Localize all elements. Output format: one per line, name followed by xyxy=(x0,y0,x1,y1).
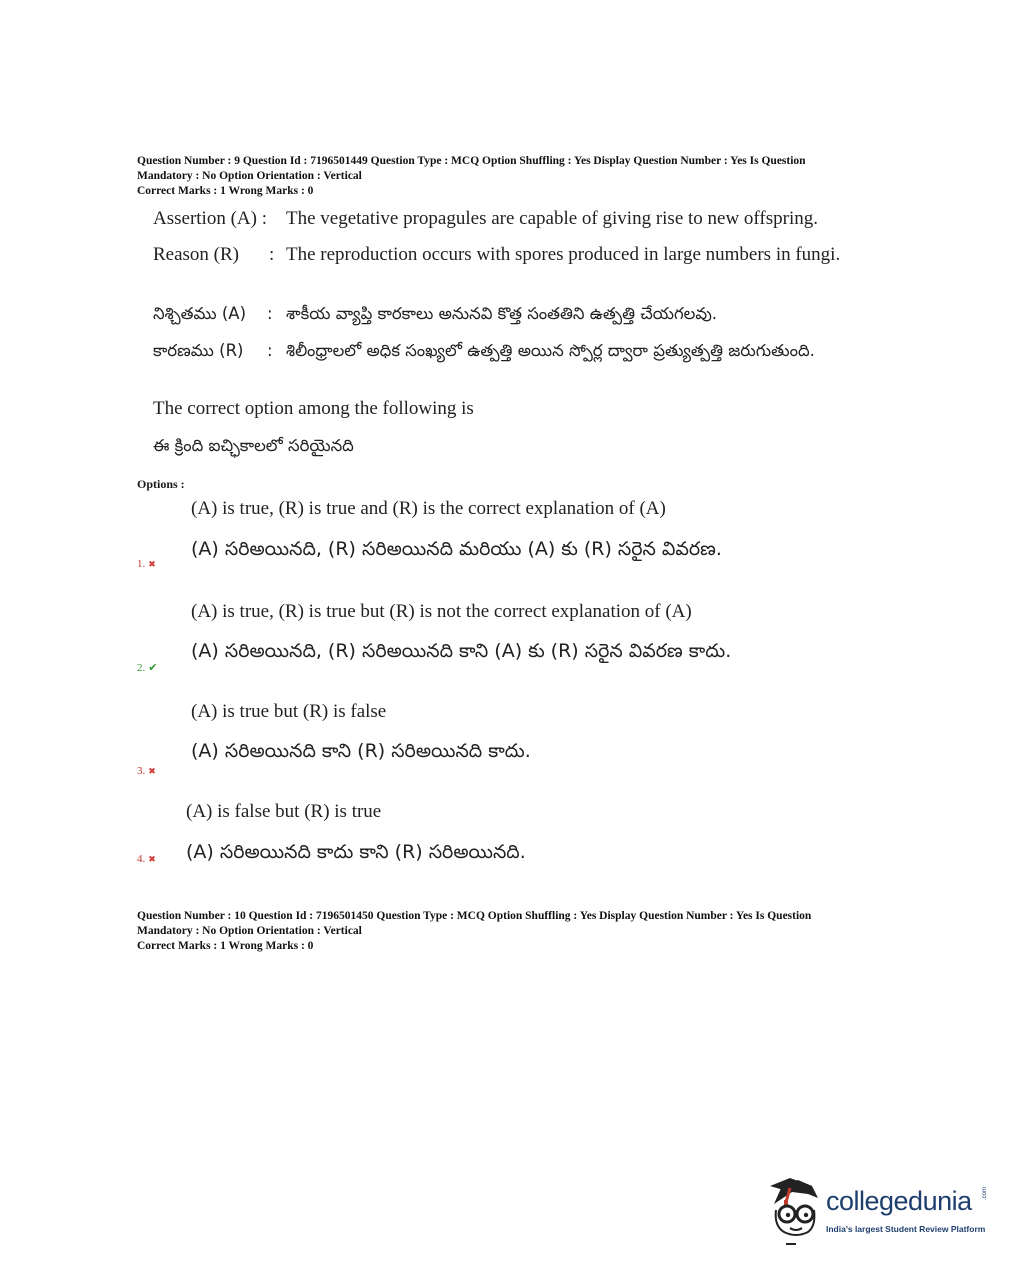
logo-suffix: .com xyxy=(982,1186,988,1200)
reason-line xyxy=(153,244,840,266)
logo-tagline: India's largest Student Review Platform xyxy=(826,1224,986,1234)
mascot-icon xyxy=(768,1176,824,1246)
collegedunia-logo[interactable] xyxy=(768,1176,990,1246)
option-2-te: (A) సరిఅయినది, (R) సరిఅయినది కాని (A) కు (R) సరైన వివరణ కాదు. xyxy=(191,640,732,662)
assertion-line xyxy=(153,208,818,230)
te-assertion-separator: : xyxy=(267,304,273,323)
te-assertion-text: శాకీయ వ్యాప్తి కారకాలు అనునవి కొత్త సంతతిని ఉత్పత్తి చేయగలవు. xyxy=(286,304,718,323)
option-number-text: 4. xyxy=(137,853,146,865)
meta-line: Mandatory : No Option Orientation : Vertical xyxy=(137,170,362,182)
meta-line: Question Number : 10 Question Id : 7196501450 Question Type : MCQ Option Shuffling : Yes Display Question Number : Yes Is Question xyxy=(137,910,812,922)
assertion-label: Assertion (A) : xyxy=(153,208,267,229)
reason-separator: : xyxy=(269,244,275,265)
option-number-text: 1. xyxy=(137,558,146,570)
te-reason-text: శిలీంధ్రాలలో అధిక సంఖ్యలో ఉత్పత్తి అయిన స్పోర్ల ద్వారా ప్రత్యుత్పత్తి జరుగుతుంది. xyxy=(286,341,815,360)
question-10-meta xyxy=(137,909,811,954)
te-assertion-label: నిశ్చితము (A) xyxy=(153,304,247,323)
assertion-text: The vegetative propagules are capable of giving rise to new offspring. xyxy=(286,208,818,229)
meta-line: Correct Marks : 1 Wrong Marks : 0 xyxy=(137,185,314,197)
cross-icon: ✖ xyxy=(148,560,156,570)
cross-icon: ✖ xyxy=(148,855,156,865)
option-3-number xyxy=(137,765,156,777)
reason-text: The reproduction occurs with spores produced in large numbers in fungi. xyxy=(286,244,841,265)
option-1-number xyxy=(137,558,156,570)
option-2-en: (A) is true, (R) is true but (R) is not the correct explanation of (A) xyxy=(191,601,692,622)
te-reason-line xyxy=(153,341,815,364)
meta-line: Question Number : 9 Question Id : 7196501449 Question Type : MCQ Option Shuffling : Yes Display Question Number : Yes Is Question xyxy=(137,155,806,167)
meta-line: Correct Marks : 1 Wrong Marks : 0 xyxy=(137,940,314,952)
option-number-text: 2. xyxy=(137,662,146,674)
option-4-number xyxy=(137,853,156,865)
options-label: Options : xyxy=(137,477,185,491)
option-3-te: (A) సరిఅయినది కాని (R) సరిఅయినది కాదు. xyxy=(191,740,531,762)
te-assertion-line xyxy=(153,304,717,327)
option-4-en: (A) is false but (R) is true xyxy=(186,801,382,822)
prompt-en: The correct option among the following is xyxy=(153,398,474,419)
option-1-en: (A) is true, (R) is true and (R) is the correct explanation of (A) xyxy=(191,498,666,519)
te-reason-separator: : xyxy=(267,341,273,360)
check-icon: ✔ xyxy=(148,661,158,674)
reason-label: Reason (R) xyxy=(153,244,240,265)
option-2-number xyxy=(137,661,157,674)
option-1-te: (A) సరిఅయినది, (R) సరిఅయినది మరియు (A) కు (R) సరైన వివరణ. xyxy=(191,538,722,560)
question-9-meta xyxy=(137,154,806,199)
prompt-te: ఈ క్రింది ఐచ్ఛికాలలో సరియైనది xyxy=(153,436,354,455)
meta-line: Mandatory : No Option Orientation : Vertical xyxy=(137,925,362,937)
option-4-te: (A) సరిఅయినది కాదు కాని (R) సరిఅయినది. xyxy=(186,841,526,863)
cross-icon: ✖ xyxy=(148,767,156,777)
logo-name: collegedunia xyxy=(826,1186,972,1216)
option-number-text: 3. xyxy=(137,765,146,777)
option-3-en: (A) is true but (R) is false xyxy=(191,701,387,722)
te-reason-label: కారణము (R) xyxy=(153,341,244,360)
